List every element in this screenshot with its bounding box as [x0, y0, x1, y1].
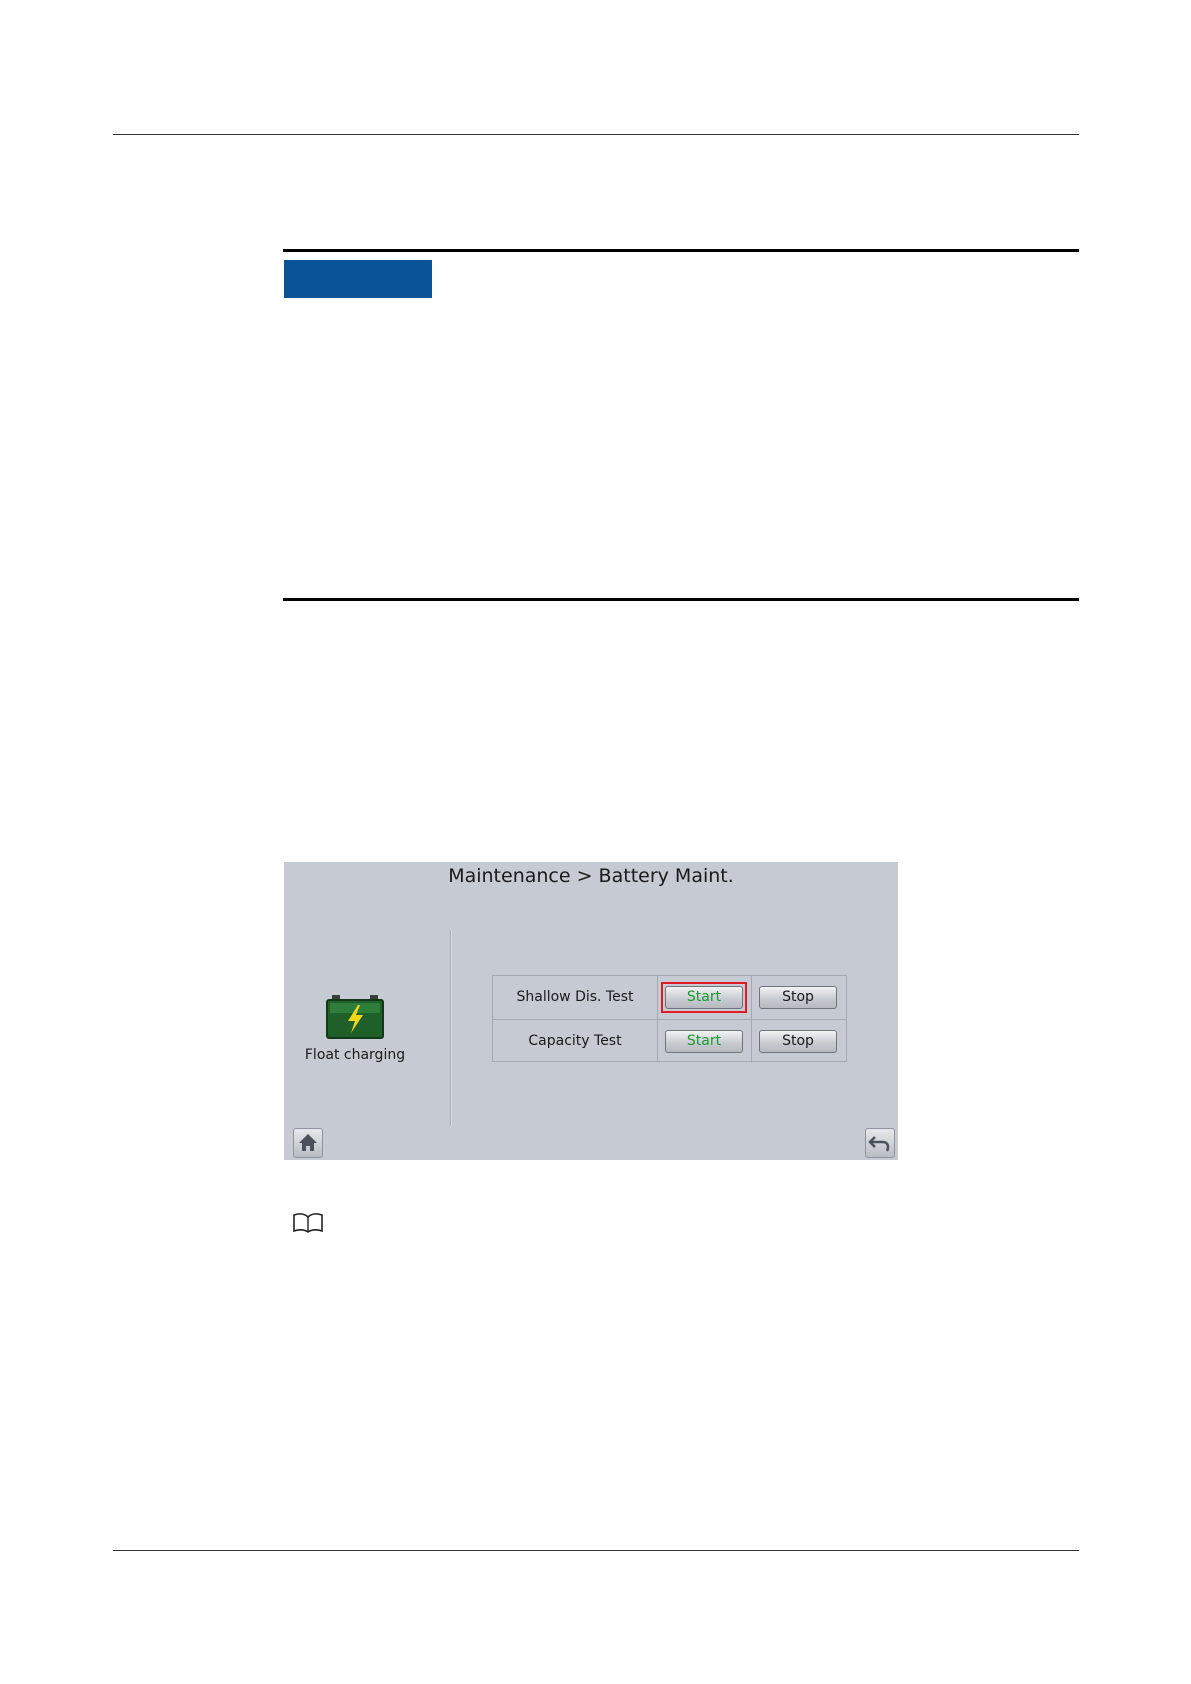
- test-label-shallow: Shallow Dis. Test: [493, 976, 658, 1019]
- stop-cell: [752, 1020, 846, 1063]
- screen-title: Maintenance > Battery Maint.: [448, 865, 734, 887]
- battery-test-table: [492, 975, 847, 1062]
- notice-top-rule: [283, 249, 1079, 252]
- capacity-stop-button[interactable]: Stop: [759, 1030, 837, 1053]
- shallow-start-button[interactable]: Start: [665, 986, 743, 1009]
- table-row: [493, 1020, 846, 1063]
- table-row: [493, 976, 846, 1020]
- start-cell: [658, 976, 752, 1019]
- battery-maint-screen: [284, 862, 898, 1160]
- capacity-start-button[interactable]: Start: [665, 1030, 743, 1053]
- header-rule: [113, 134, 1079, 135]
- battery-charging-icon: [326, 995, 384, 1039]
- book-icon: [292, 1212, 324, 1234]
- start-cell: [658, 1020, 752, 1063]
- back-button[interactable]: [865, 1128, 895, 1158]
- battery-status-label: Float charging: [304, 1047, 406, 1063]
- shallow-stop-button[interactable]: Stop: [759, 986, 837, 1009]
- footer-rule: [113, 1550, 1079, 1551]
- test-label-capacity: Capacity Test: [493, 1020, 658, 1063]
- home-icon: [294, 1129, 322, 1157]
- stop-cell: [752, 976, 846, 1019]
- notice-bottom-rule: [283, 598, 1079, 601]
- home-button[interactable]: [293, 1128, 323, 1158]
- notice-tag: [284, 260, 432, 298]
- back-arrow-icon: [866, 1129, 894, 1157]
- panel-divider: [450, 930, 451, 1126]
